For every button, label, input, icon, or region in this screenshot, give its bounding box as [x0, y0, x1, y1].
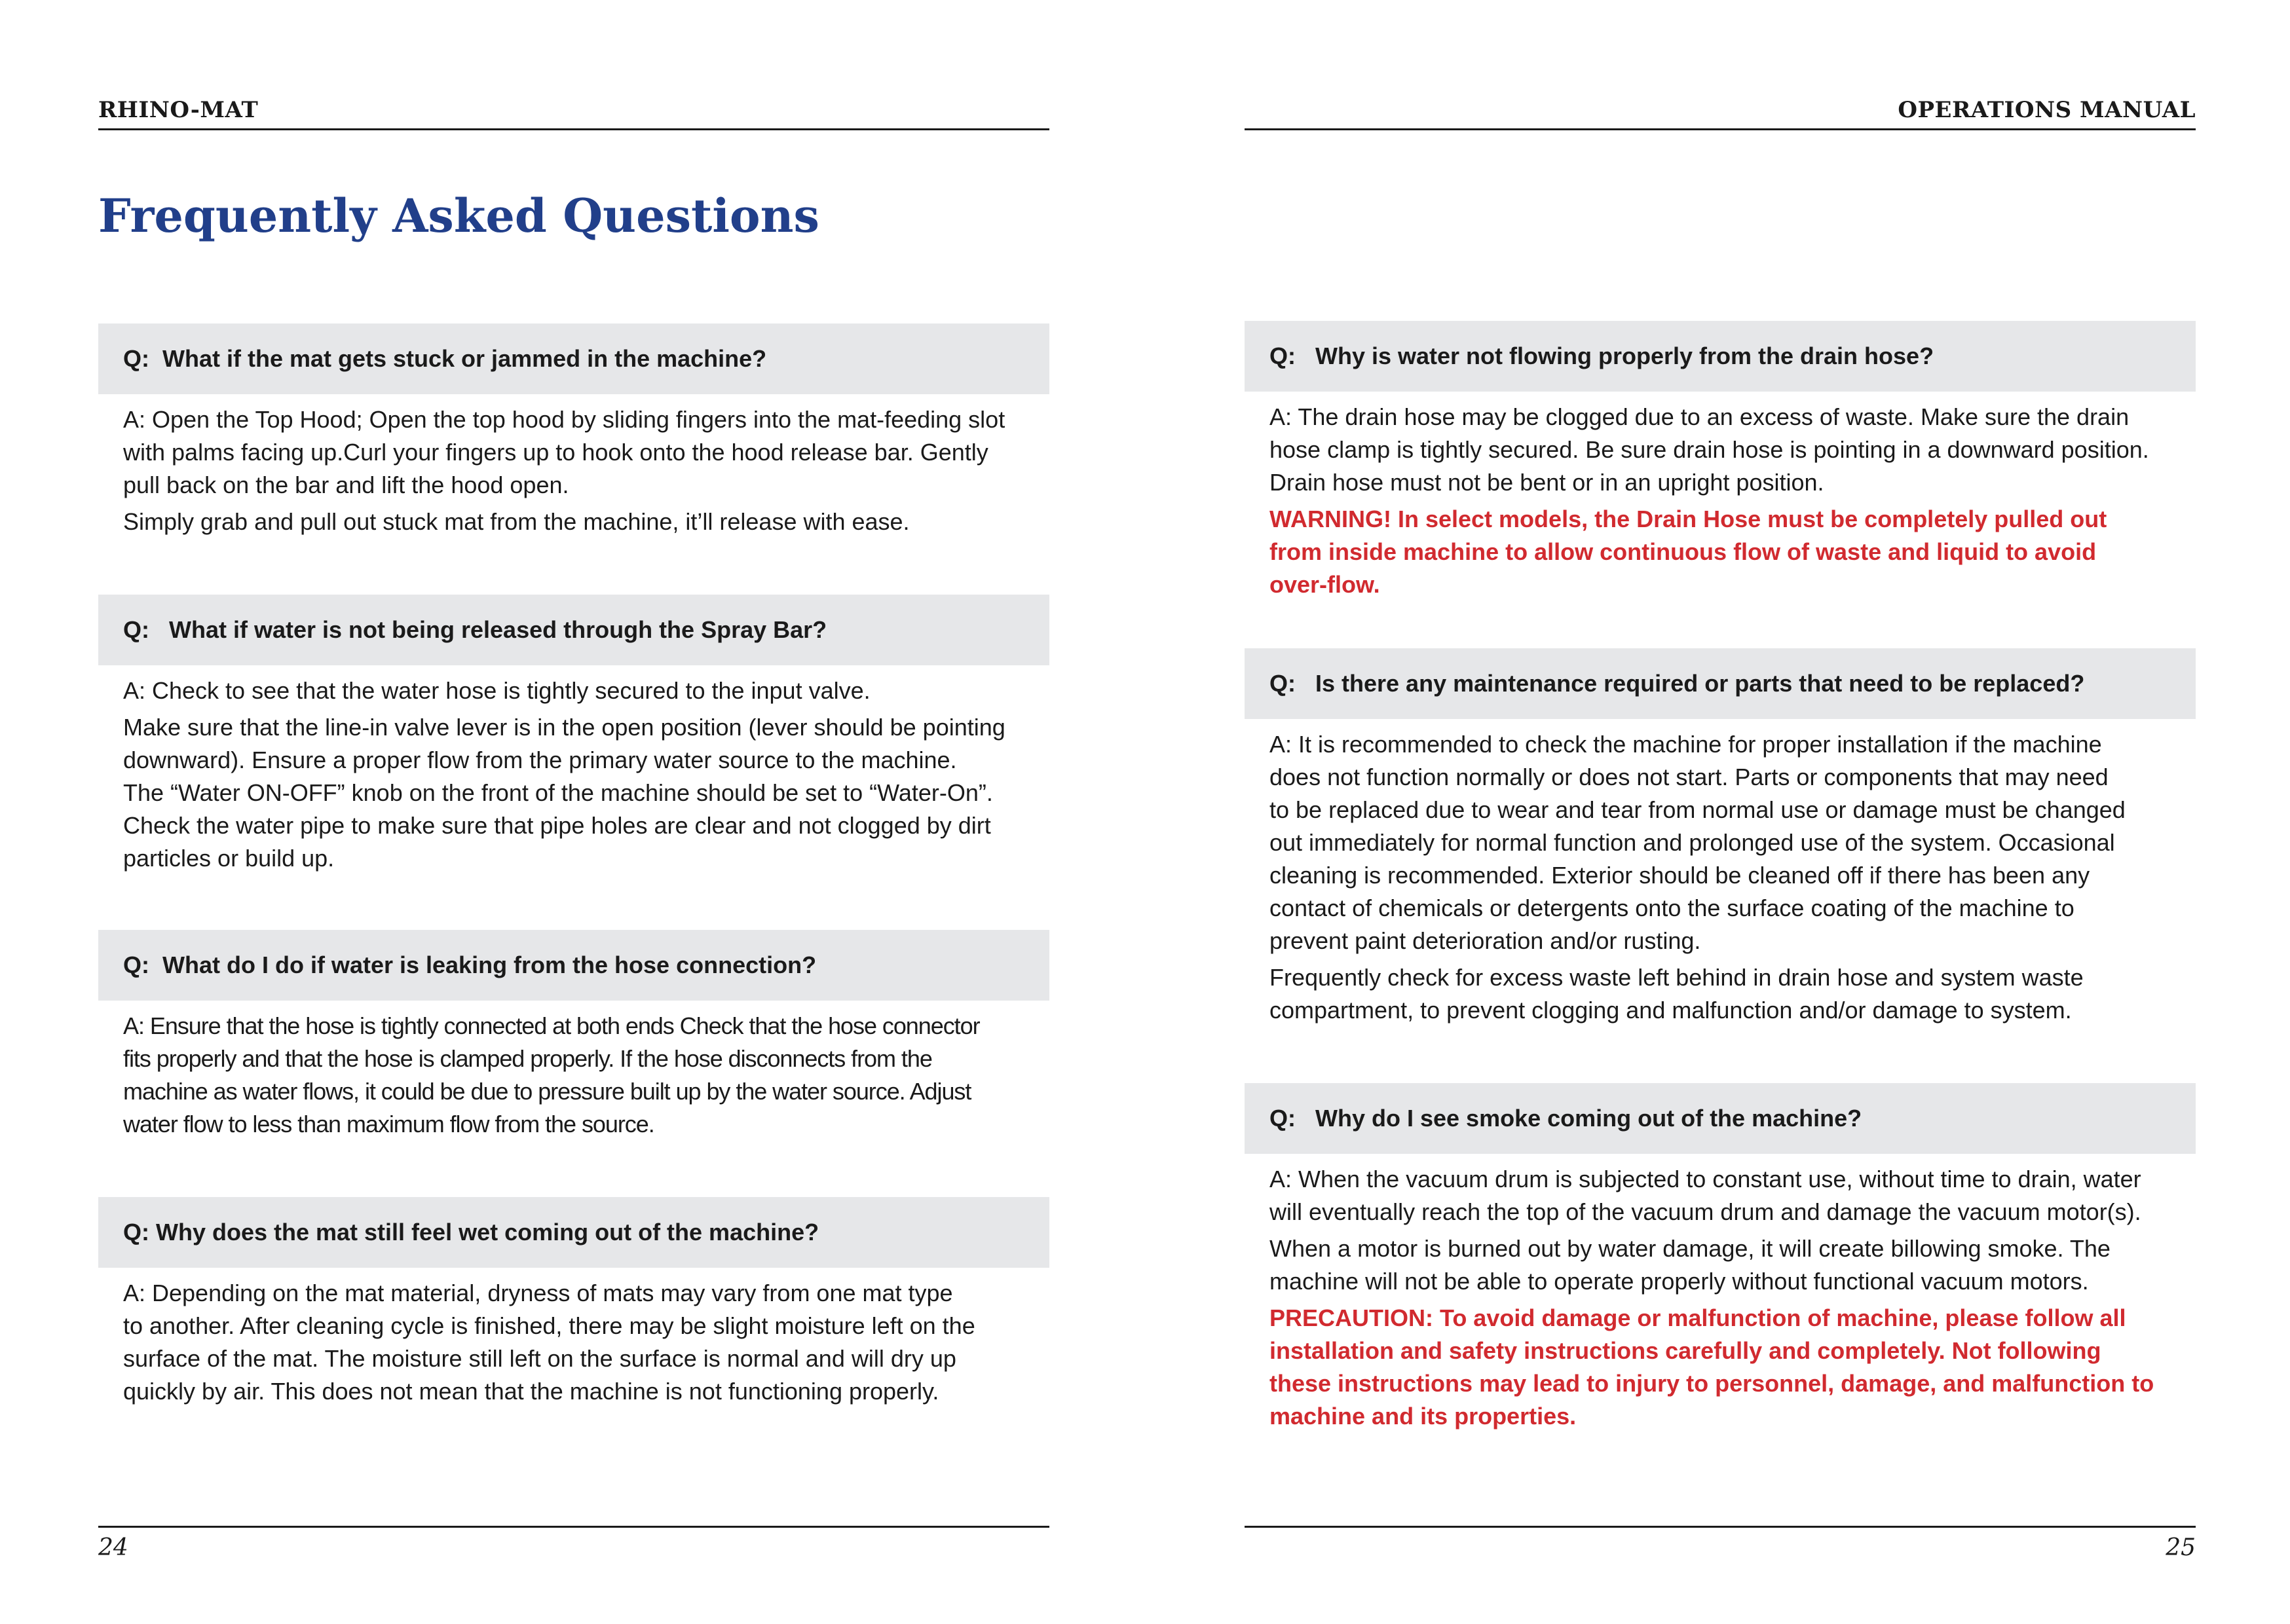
- answer-line: A: Ensure that the hose is tightly connected at both ends Check that the hose connector: [123, 1012, 980, 1039]
- question-bar: Q: What if the mat gets stuck or jammed in the machine?: [98, 323, 1049, 394]
- footer-rule: [1245, 1526, 2196, 1528]
- warning-line: machine and its properties.: [1269, 1403, 1577, 1430]
- answer-line: does not function normally or does not start. Parts or components that may need: [1269, 764, 2109, 790]
- answer-body: [98, 665, 1024, 875]
- faq-item: [98, 1197, 1049, 1412]
- answer-line: A: Open the Top Hood; Open the top hood by sliding fingers into the mat-feeding slot: [123, 406, 1005, 433]
- warning-line: these instructions may lead to injury to personnel, damage, and malfunction to: [1269, 1370, 2154, 1397]
- answer-line: compartment, to prevent clogging and malfunction and/or damage to system.: [1269, 997, 2072, 1024]
- answer-line: The “Water ON-OFF” knob on the front of the machine should be set to “Water-On”.: [123, 779, 993, 806]
- answer-line: A: The drain hose may be clogged due to an excess of waste. Make sure the drain: [1269, 403, 2130, 430]
- answer-line: surface of the mat. The moisture still left on the surface is normal and will dry up: [123, 1345, 956, 1372]
- answer-line: to another. After cleaning cycle is finished, there may be slight moisture left on the: [123, 1312, 975, 1339]
- answer-paragraph: [123, 1010, 1024, 1141]
- answer-line: A: Check to see that the water hose is tightly secured to the input valve.: [123, 677, 871, 704]
- answer-paragraph: [123, 403, 1024, 502]
- answer-body: [98, 1268, 1024, 1408]
- question-bar: Q: Is there any maintenance required or parts that need to be replaced?: [1245, 648, 2196, 719]
- question-bar: Q: Why does the mat still feel wet coming out of the machine?: [98, 1197, 1049, 1268]
- faq-item: [98, 930, 1049, 1145]
- answer-line: cleaning is recommended. Exterior should be cleaned off if there has been any: [1269, 862, 2090, 889]
- page-number: 25: [2166, 1534, 2196, 1561]
- answer-line: fits properly and that the hose is clamped properly. If the hose disconnects from the: [123, 1045, 932, 1072]
- left-page: [98, 0, 1049, 1624]
- answer-paragraph: [123, 674, 1024, 707]
- answer-paragraph: [123, 711, 1024, 875]
- answer-line: Check the water pipe to make sure that pipe holes are clear and not clogged by dirt: [123, 812, 991, 839]
- warning-text: [1269, 503, 2171, 601]
- answer-line: A: It is recommended to check the machine for proper installation if the machine: [1269, 731, 2102, 758]
- warning-line: PRECAUTION: To avoid damage or malfunction of machine, please follow all: [1269, 1304, 2126, 1331]
- answer-paragraph: [1269, 961, 2171, 1027]
- page-title: Frequently Asked Questions: [98, 189, 819, 243]
- answer-paragraph: [1269, 728, 2171, 957]
- answer-paragraph: [1269, 1232, 2171, 1298]
- question-bar: Q: What do I do if water is leaking from the hose connection?: [98, 930, 1049, 1001]
- faq-item: [98, 595, 1049, 879]
- answer-line: machine as water flows, it could be due to pressure built up by the water source. Adjust: [123, 1078, 971, 1105]
- answer-line: A: Depending on the mat material, dryness of mats may vary from one mat type: [123, 1280, 953, 1306]
- answer-line: Frequently check for excess waste left behind in drain hose and system waste: [1269, 964, 2084, 991]
- answer-line: pull back on the bar and lift the hood open.: [123, 471, 569, 498]
- warning-line: installation and safety instructions carefully and completely. Not following: [1269, 1337, 2101, 1364]
- answer-line: to be replaced due to wear and tear from normal use or damage must be changed: [1269, 796, 2126, 823]
- answer-body: [98, 394, 1024, 538]
- faq-item: [1245, 1083, 2196, 1437]
- answer-line: water flow to less than maximum flow from the source.: [123, 1111, 654, 1137]
- answer-paragraph: [123, 1277, 1024, 1408]
- answer-body: [1245, 719, 2171, 1027]
- footer-rule: [98, 1526, 1049, 1528]
- answer-line: prevent paint deterioration and/or rusting.: [1269, 927, 1701, 954]
- question-bar: Q: Why do I see smoke coming out of the machine?: [1245, 1083, 2196, 1154]
- running-head-left: RHINO-MAT: [98, 96, 1049, 130]
- answer-line: will eventually reach the top of the vacuum drum and damage the vacuum motor(s).: [1269, 1198, 2141, 1225]
- answer-line: Make sure that the line-in valve lever is in the open position (lever should be pointing: [123, 714, 1005, 741]
- answer-line: out immediately for normal function and prolonged use of the system. Occasional: [1269, 829, 2115, 856]
- faq-item: [98, 323, 1049, 542]
- answer-line: When a motor is burned out by water damage, it will create billowing smoke. The: [1269, 1235, 2111, 1262]
- warning-line: from inside machine to allow continuous flow of waste and liquid to avoid: [1269, 538, 2097, 565]
- answer-line: quickly by air. This does not mean that the machine is not functioning properly.: [123, 1378, 939, 1405]
- answer-line: contact of chemicals or detergents onto the surface coating of the machine to: [1269, 895, 2074, 921]
- page-number: 24: [98, 1534, 128, 1561]
- answer-body: [98, 1001, 1024, 1141]
- answer-line: Simply grab and pull out stuck mat from the machine, it’ll release with ease.: [123, 508, 910, 535]
- faq-item: [1245, 321, 2196, 605]
- warning-line: over-flow.: [1269, 571, 1380, 598]
- answer-line: machine will not be able to operate properly without functional vacuum motors.: [1269, 1268, 2089, 1295]
- answer-line: with palms facing up.Curl your fingers up to hook onto the hood release bar. Gently: [123, 439, 988, 466]
- answer-line: particles or build up.: [123, 845, 335, 872]
- answer-paragraph: [1269, 401, 2171, 499]
- warning-text: [1269, 1302, 2171, 1433]
- answer-line: hose clamp is tightly secured. Be sure drain hose is pointing in a downward position.: [1269, 436, 2149, 463]
- question-bar: Q: Why is water not flowing properly from the drain hose?: [1245, 321, 2196, 392]
- right-page: [1245, 0, 2196, 1624]
- question-bar: Q: What if water is not being released through the Spray Bar?: [98, 595, 1049, 665]
- answer-body: [1245, 392, 2171, 601]
- answer-line: downward). Ensure a proper flow from the primary water source to the machine.: [123, 747, 957, 773]
- warning-line: WARNING! In select models, the Drain Hose must be completely pulled out: [1269, 506, 2107, 532]
- faq-item: [1245, 648, 2196, 1031]
- answer-line: Drain hose must not be bent or in an upright position.: [1269, 469, 1824, 496]
- answer-body: [1245, 1154, 2171, 1433]
- answer-line: A: When the vacuum drum is subjected to constant use, without time to drain, water: [1269, 1166, 2141, 1192]
- running-head-right: OPERATIONS MANUAL: [1245, 96, 2196, 130]
- answer-paragraph: [1269, 1163, 2171, 1228]
- answer-paragraph: [123, 506, 1024, 538]
